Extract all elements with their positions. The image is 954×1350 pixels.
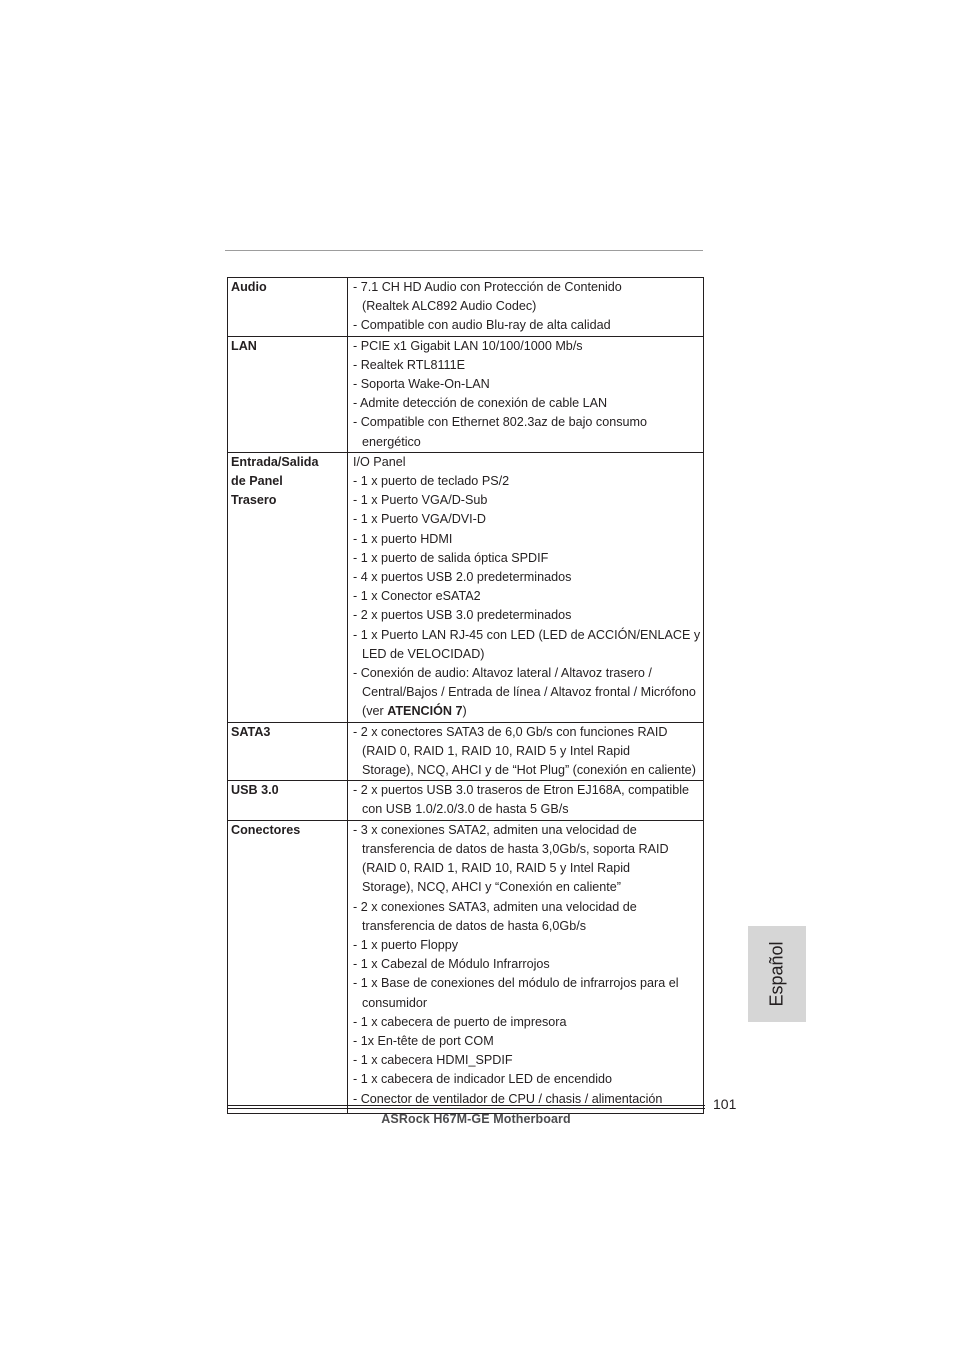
spec-line: (RAID 0, RAID 1, RAID 10, RAID 5 y Intel Rapid (362, 743, 631, 758)
spec-line (353, 702, 701, 721)
spec-label-cell (228, 722, 348, 781)
spec-label: de Panel (231, 474, 283, 489)
spec-line: - 1 x puerto HDMI (353, 531, 453, 546)
spec-label-cell (228, 820, 348, 1113)
spec-line: - 2 x conexiones SATA3, admiten una velocidad de (353, 899, 637, 914)
spec-label-cell (228, 336, 348, 452)
spec-line: Storage), NCQ, AHCI y de “Hot Plug” (conexión en caliente) (362, 763, 696, 778)
note-reference: ATENCIÓN 7 (387, 704, 463, 719)
spec-line-part: (ver (362, 704, 388, 719)
spec-line: - 3 x conexiones SATA2, admiten una velocidad de (353, 822, 637, 837)
spec-label: Audio (231, 280, 267, 294)
spec-value-cell (348, 452, 704, 722)
spec-label: USB 3.0 (231, 783, 279, 798)
spec-line: - Compatible con audio Blu-ray de alta calidad (353, 318, 611, 333)
language-tab-label: Español (766, 941, 787, 1007)
spec-line: - 1 x Base de conexiones del módulo de infrarrojos para el (353, 976, 679, 991)
spec-line: consumidor (362, 995, 428, 1010)
spec-table-body (228, 278, 704, 1114)
spec-value-cell (348, 278, 704, 337)
spec-line: - 1 x Cabezal de Módulo Infrarrojos (353, 957, 550, 972)
spec-line: - 2 x puertos USB 3.0 predeterminados (353, 608, 572, 623)
spec-line: - 4 x puertos USB 2.0 predeterminados (353, 570, 572, 585)
spec-line: - Compatible con Ethernet 802.3az de bajo consumo (353, 415, 648, 430)
spec-row (228, 820, 704, 1113)
spec-line: - 1 x Puerto VGA/D-Sub (353, 493, 488, 508)
spec-line-part: ) (462, 704, 467, 719)
spec-row (228, 336, 704, 452)
spec-value-cell (348, 820, 704, 1113)
spec-line: - 1 x Puerto VGA/DVI-D (353, 512, 486, 527)
spec-line: - 1 x cabecera HDMI_SPDIF (353, 1053, 513, 1068)
spec-value-cell (348, 781, 704, 820)
spec-line: - PCIE x1 Gigabit LAN 10/100/1000 Mb/s (353, 338, 583, 353)
spec-line: - 1 x Conector eSATA2 (353, 589, 481, 604)
spec-line: - 1 x cabecera de puerto de impresora (353, 1014, 567, 1029)
spec-line: energético (362, 434, 421, 449)
spec-line: transferencia de datos de hasta 3,0Gb/s, soporta RAID (362, 841, 669, 856)
spec-value-cell (348, 722, 704, 781)
spec-line: - 1 x puerto de teclado PS/2 (353, 474, 510, 489)
spec-value-cell (348, 336, 704, 452)
spec-line: Central/Bajos / Entrada de línea / Altavoz frontal / Micrófono (362, 685, 696, 700)
spec-line: - Admite detección de conexión de cable LAN (353, 396, 608, 411)
spec-row (228, 452, 704, 722)
bottom-rule-double (227, 1108, 705, 1109)
spec-line: - 2 x conectores SATA3 de 6,0 Gb/s con funciones RAID (353, 724, 668, 739)
spec-line: - Realtek RTL8111E (353, 357, 466, 372)
spec-table (227, 277, 704, 1114)
spec-line: I/O Panel (353, 454, 406, 469)
spec-line: con USB 1.0/2.0/3.0 de hasta 5 GB/s (362, 802, 569, 817)
spec-row (228, 278, 704, 337)
language-side-tab (748, 926, 806, 1022)
spec-line: transferencia de datos de hasta 6,0Gb/s (362, 918, 587, 933)
spec-label-cell (228, 278, 348, 337)
spec-line: Storage), NCQ, AHCI y “Conexión en caliente” (362, 880, 621, 895)
spec-label: Entrada/Salida (231, 454, 319, 469)
spec-line: (RAID 0, RAID 1, RAID 10, RAID 5 y Intel Rapid (362, 861, 631, 876)
spec-label-cell (228, 781, 348, 820)
spec-line: - 2 x puertos USB 3.0 traseros de Etron EJ168A, compatible (353, 783, 690, 798)
spec-line: - Conexión de audio: Altavoz lateral / Altavoz trasero / (353, 666, 652, 681)
spec-label: LAN (231, 338, 257, 353)
spec-line: LED de VELOCIDAD) (362, 646, 485, 661)
footer-title: ASRock H67M-GE Motherboard (381, 1112, 571, 1126)
top-rule (225, 250, 703, 251)
spec-line: - 1 x cabecera de indicador LED de encendido (353, 1072, 613, 1087)
spec-line: - 7.1 CH HD Audio con Protección de Contenido (353, 280, 622, 294)
spec-line: - 1 x puerto Floppy (353, 937, 458, 952)
spec-line: - 1x En-tête de port COM (353, 1033, 494, 1048)
spec-line: - Conector de ventilador de CPU / chasis / alimentación (353, 1091, 663, 1106)
spec-line: - 1 x puerto de salida óptica SPDIF (353, 550, 549, 565)
page-number: 101 (713, 1096, 737, 1112)
spec-line: - 1 x Puerto LAN RJ-45 con LED (LED de ACCIÓN/ENLACE y (353, 627, 701, 642)
spec-label: Trasero (231, 493, 277, 508)
spec-label: Conectores (231, 822, 301, 837)
spec-label: SATA3 (231, 724, 271, 739)
spec-row (228, 781, 704, 820)
spec-row (228, 722, 704, 781)
spec-label-cell (228, 452, 348, 722)
spec-line: (Realtek ALC892 Audio Codec) (362, 299, 537, 314)
spec-line: - Soporta Wake-On-LAN (353, 377, 490, 392)
bottom-rule (227, 1105, 705, 1106)
